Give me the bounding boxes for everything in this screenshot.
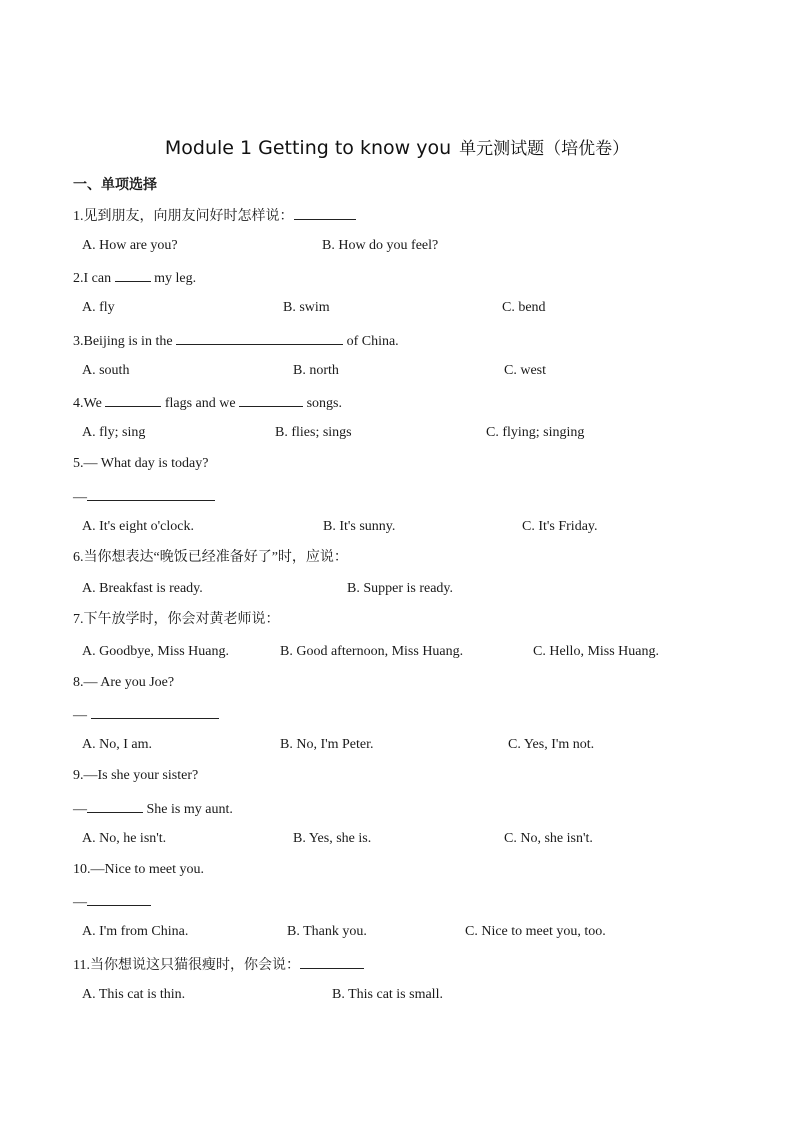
stem-text: 9.—Is she your sister? (73, 768, 199, 783)
question-stem (73, 548, 348, 568)
answer-option[interactable]: C. bend (502, 300, 546, 315)
stem-text: 10.—Nice to meet you. (73, 862, 205, 877)
title-english: Module 1 Getting to know you (164, 137, 452, 159)
answer-option[interactable]: C. Hello, Miss Huang. (533, 644, 659, 659)
answer-option[interactable]: A. fly; sing (82, 425, 146, 440)
answer-blank[interactable] (294, 205, 356, 220)
question-stem (73, 330, 399, 352)
answer-option[interactable]: C. flying; singing (486, 425, 585, 440)
stem-text: of China. (343, 334, 399, 349)
stem-text: my leg. (150, 271, 197, 286)
question-stem (73, 766, 198, 786)
section-heading: 一、单项选择 (73, 177, 157, 193)
answer-option[interactable]: C. Yes, I'm not. (508, 737, 595, 752)
stem-text: flags and we (161, 396, 240, 411)
answer-blank[interactable] (239, 392, 303, 407)
answer-option[interactable]: A. Goodbye, Miss Huang. (82, 644, 229, 659)
answer-option[interactable]: B. Thank you. (287, 924, 367, 939)
answer-option[interactable]: B. flies; sings (275, 425, 352, 440)
question-stem (73, 486, 215, 508)
question-stem (73, 860, 204, 880)
answer-blank[interactable] (87, 891, 151, 906)
answer-option[interactable]: C. west (504, 363, 546, 378)
answer-option[interactable]: B. Supper is ready. (347, 581, 454, 596)
answer-option[interactable]: A. It's eight o'clock. (82, 519, 194, 534)
stem-text: — (73, 490, 87, 505)
answer-option[interactable]: B. No, I'm Peter. (280, 737, 374, 752)
answer-option[interactable]: B. north (293, 363, 339, 378)
answer-option[interactable]: B. Good afternoon, Miss Huang. (280, 644, 464, 659)
answer-blank[interactable] (176, 330, 343, 345)
answer-option[interactable]: B. How do you feel? (322, 238, 439, 253)
question-stem (73, 798, 233, 820)
answer-option[interactable]: C. No, she isn't. (504, 831, 593, 846)
answer-option[interactable]: A. I'm from China. (82, 924, 189, 939)
answer-blank[interactable] (300, 954, 364, 969)
stem-text: 3.Beijing is in the (73, 334, 177, 349)
answer-option[interactable]: A. How are you? (82, 238, 178, 253)
question-stem (73, 704, 219, 726)
answer-option[interactable]: A. This cat is thin. (82, 987, 186, 1002)
stem-text: 8.— Are you Joe? (73, 675, 175, 690)
question-stem (73, 610, 280, 630)
question-stem (73, 205, 356, 227)
stem-text: She is my aunt. (143, 802, 233, 817)
stem-text: 5.— What day is today? (73, 456, 209, 471)
stem-text: 2.I can (73, 271, 115, 286)
answer-option[interactable]: A. south (82, 363, 130, 378)
question-stem (73, 392, 342, 414)
answer-option[interactable]: A. fly (82, 300, 115, 315)
answer-blank[interactable] (115, 267, 151, 282)
answer-blank[interactable] (91, 704, 219, 719)
stem-text: — (73, 708, 91, 723)
stem-text: — (73, 895, 87, 910)
question-stem (73, 954, 364, 976)
stem-text: 6.当你想表达“晚饭已经准备好了”时，应说： (73, 550, 348, 565)
answer-option[interactable]: A. No, he isn't. (82, 831, 167, 846)
answer-option[interactable]: C. It's Friday. (522, 519, 598, 534)
answer-option[interactable]: B. swim (283, 300, 330, 315)
stem-text: 1.见到朋友，向朋友问好时怎样说： (73, 209, 294, 224)
question-stem (73, 891, 151, 913)
stem-text: songs. (303, 396, 342, 411)
stem-text: 4.We (73, 396, 106, 411)
answer-blank[interactable] (87, 798, 143, 813)
answer-option[interactable]: B. Yes, she is. (293, 831, 372, 846)
question-stem (73, 267, 196, 289)
answer-option[interactable]: B. This cat is small. (332, 987, 443, 1002)
answer-option[interactable]: C. Nice to meet you, too. (465, 924, 606, 939)
question-stem (73, 673, 174, 693)
question-stem (73, 454, 208, 474)
title-chinese: 单元测试题（培优卷） (459, 139, 630, 159)
answer-blank[interactable] (87, 486, 215, 501)
answer-blank[interactable] (105, 392, 161, 407)
stem-text: 11.当你想说这只猫很瘦时，你会说： (73, 958, 300, 973)
stem-text: 7.下午放学时，你会对黄老师说： (73, 612, 280, 627)
answer-option[interactable]: A. No, I am. (82, 737, 152, 752)
stem-text: — (73, 802, 87, 817)
answer-option[interactable]: A. Breakfast is ready. (82, 581, 203, 596)
answer-option[interactable]: B. It's sunny. (323, 519, 396, 534)
